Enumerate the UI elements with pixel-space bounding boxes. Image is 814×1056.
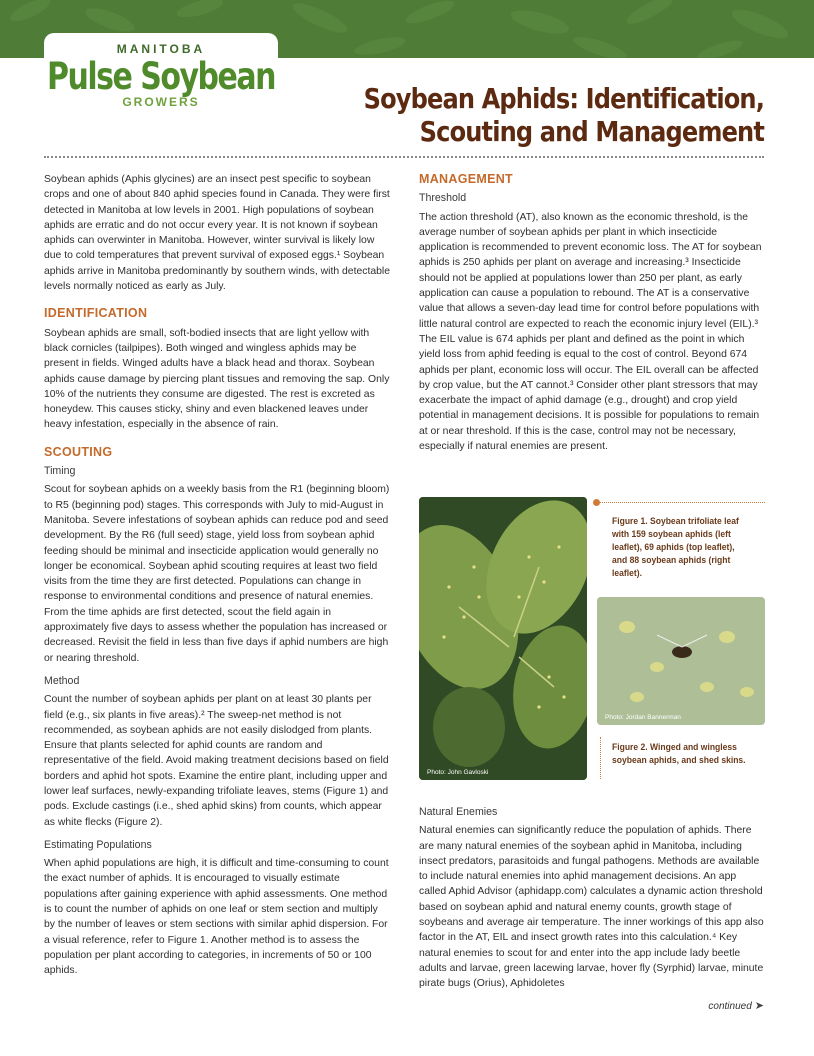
figures [419,497,765,797]
right-column [419,172,765,454]
figure-2-caption: Figure 2. Winged and wingless soybean aphids, and shed skins. [612,742,746,765]
identification-paragraph: Soybean aphids are small, soft-bodied insects that are light yellow with black cornicles (tailpipes). Both winged and wingless aphids may be present in fields. Winged adults have a black head and thorax. Soybean aphids cause damage by piercing plant tissues and removing the sap. Only 10% of the nutrients they consume are digested. The rest is excreted as honeydew. This causes sticky, shiny and even blackened leaves under heavy infestation, especially in the absence of rain. [44,327,390,431]
threshold-paragraph: The action threshold (AT), also known as the economic threshold, is the average number of soybean aphids per plant in which insecticide application is recommended to prevent economic loss. The AT for soybean aphids is 250 aphids per plant on average and increasing.³ Insecticide should not be applied at populations lower than 250 per plant, as early application can cause a population to rebound. The AT is a conservative value that allows a seven-day lead time for control before populations with little natural control are expected to reach the economic injury level (EIL).³ The EIL value is 674 aphids per plant and defined as the point in which yield loss from aphid feeding is equal to the cost of control. Beyond 674 aphids per plant, economic loss will occur. The EIL overall can be affected by crop value, but the AT cannot.³ Consider other plant stressors that may exacerbate the impact of aphid damage (e.g., drought) and crop yield potential in management decisions. It is possible for populations to remain at or near threshold. If this is the case, control may not be necessary, especially if natural enemies are present. [419,211,762,453]
logo-growers: GROWERS [122,95,200,109]
timing-heading: Timing [44,465,76,478]
figure-2-photo [597,597,765,725]
estimating-paragraph: When aphid populations are high, it is difficult and time-consuming to count the exact number of aphids. It is encouraged to visually estimate populations after gaining experience with aphid assessments. One method is to count the number of aphids on one leaf or stem section and multiply by the number of leaves or stem sections with similar aphid dispersion. For a visual reference, refer to Figure 1. Another method is to assess the population per plant according to categories, in increments of 50 or 100 aphids. [44,858,389,977]
right-column-lower [419,802,765,992]
identification-heading: IDENTIFICATION [44,306,148,321]
continued-text: continued [708,1001,752,1012]
timing-paragraph: Scout for soybean aphids on a weekly basis from the R1 (beginning bloom) to R5 (beginning pod) stages. This corresponds with July to mid-August in Manitoba. Severe infestations of soybean aphids can reduce pod and seed development. By the R6 (full seed) stage, yield loss from soybean aphid feeding should be minimal and insecticide application would generally no longer be economical. Soybean aphid scouting requires at least two field visits from the time they are first detected. Populations can change in response to environmental conditions and presence of natural enemies. From the time aphids are first detected, scout the field again in approximately five days to assess whether the population has increased or decreased. Revisit the field in less than five days if aphid numbers are high or nearing threshold. [44,484,390,664]
caption-divider-vertical [600,737,601,779]
figure-1-caption: Figure 1. Soybean trifoliate leaf with 159 soybean aphids (left leaflet), 69 aphids (top leaflet), and 88 soybean aphids (right leaflet). [612,516,739,578]
threshold-heading: Threshold [419,192,467,205]
intro-paragraph: Soybean aphids (Aphis glycines) are an insect pest specific to soybean crops and one of about 840 aphid species found in Canada. They were first detected in Manitoba at low levels in 2001. High populations of soybean aphids are erratic and do not occur every year. It is not known if soybean aphids can overwinter in Manitoba. However, winter survival is likely low due to cold temperatures that prevent survival of exposed eggs.¹ Soybean aphids arrive in Manitoba predominantly by southern winds, with detectable levels normally noticed as early as July. [44,174,390,293]
method-heading: Method [44,674,80,687]
scouting-heading: SCOUTING [44,444,113,459]
logo-wordmark: Pulse Soybean [47,55,275,99]
aphids-illustration [597,597,765,725]
leaf-illustration [419,497,587,780]
caption-divider [596,502,765,503]
natural-enemies-paragraph: Natural enemies can significantly reduce the population of aphids. There are many natural enemies of the soybean aphid in Manitoba, including insect predators, parasitoids and fungal pathogens. Methods are available to include natural enemies into aphid management decisions. An app called Aphid Advisor (aphidapp.com) calculates a dynamic action threshold based on soybean aphid and natural enemy counts, growth stage of soybeans and average air temperature. The inner workings of this app also factor in the AT, EIL and insect growth rates into this calculation.⁴ Key natural enemies to scout for and enter into the app include lady beetle adults and larvae, green lacewing larvae, hover fly (Syrphid) larvae, minute pirate bugs (Orius), Aphidoletes [419,825,764,990]
continued-label [708,999,764,1012]
figure-1-photo [419,497,587,780]
left-column [44,172,390,979]
header-divider [44,156,764,158]
estimating-heading: Estimating Populations [44,838,152,851]
logo [44,33,278,113]
method-paragraph: Count the number of soybean aphids per plant on at least 30 plants per field (e.g., six plants in five areas).² The sweep-net method is not recommended, as soybean aphids are not easily dislodged from plants. Ensure that plants selected for aphid counts are random and representative of the field. Avoid making treatment decisions based on field borders and aphid hot spots. Examine the entire plant, including upper and lower leaf surfaces, newly-expanding trifoliate leaves, stems (Figure 1) and pods. Exclude castings (i.e., shed aphid skins) from counts, which appear as white flecks (Figure 2). [44,694,389,828]
logo-manitoba: MANITOBA [116,42,206,56]
arrow-right-icon: ➤ [754,1000,764,1012]
natural-enemies-heading: Natural Enemies [419,806,498,818]
figure-2-credit: Photo: Jordan Bannerman [605,714,681,721]
page-title: Soybean Aphids: Identification, Scouting and Management [363,82,764,148]
management-heading: MANAGEMENT [419,172,513,186]
figure-1-credit: Photo: John Gavloski [427,769,489,776]
